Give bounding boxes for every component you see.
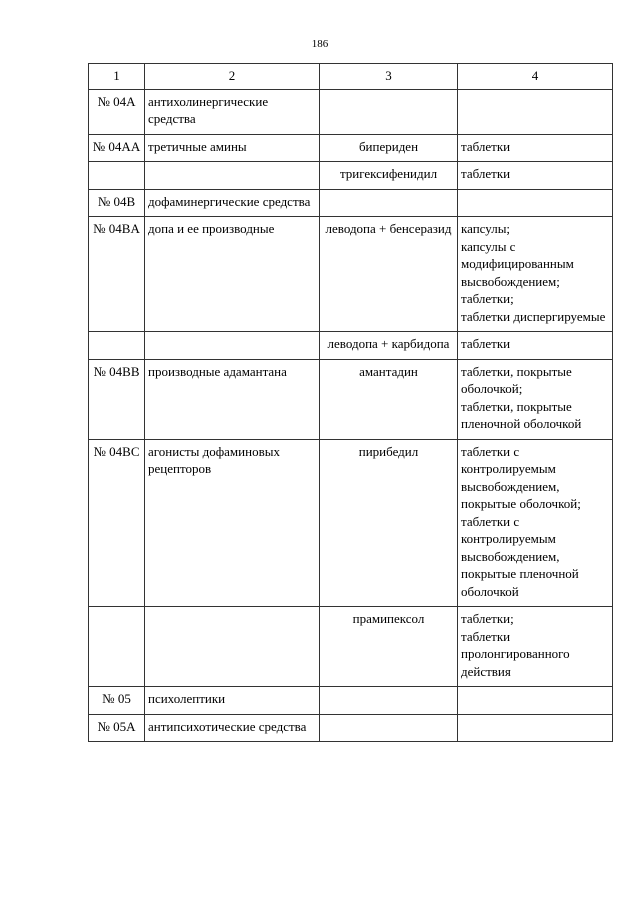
drug-name-cell: леводопа + бенсеразид	[320, 217, 458, 332]
dosage-form-line: капсулы;	[461, 221, 511, 236]
header-row	[89, 64, 613, 90]
dosage-form-line: капсулы с модифицированным высвобождением;	[461, 238, 574, 289]
dosage-form-cell	[458, 439, 613, 607]
table-body	[89, 89, 613, 742]
header-col-4: 4	[458, 64, 613, 90]
dosage-form-cell	[458, 162, 613, 190]
header-col-3: 3	[320, 64, 458, 90]
atc-group-cell	[145, 162, 320, 190]
atc-code-cell	[89, 332, 145, 360]
drug-name-cell	[320, 714, 458, 742]
atc-group-cell: дофаминергические средства	[145, 189, 320, 217]
table-row	[89, 359, 613, 439]
dosage-form-cell	[458, 687, 613, 715]
table-row	[89, 439, 613, 607]
drug-table	[88, 63, 613, 742]
table-row	[89, 332, 613, 360]
table-row	[89, 714, 613, 742]
drug-name-cell: тригексифенидил	[320, 162, 458, 190]
dosage-form-cell	[458, 607, 613, 687]
drug-name-cell: прамипексол	[320, 607, 458, 687]
atc-group-cell: психолептики	[145, 687, 320, 715]
table-row	[89, 217, 613, 332]
atc-code-cell	[89, 162, 145, 190]
drug-name-cell: леводопа + карбидопа	[320, 332, 458, 360]
atc-group-cell: антихолинергические средства	[145, 89, 320, 134]
dosage-form-cell	[458, 359, 613, 439]
table-row	[89, 162, 613, 190]
table-row	[89, 687, 613, 715]
header-col-2: 2	[145, 64, 320, 90]
drug-name-cell	[320, 687, 458, 715]
header-col-1: 1	[89, 64, 145, 90]
dosage-form-line: таблетки, покрытые оболочкой;	[461, 363, 572, 396]
atc-group-cell	[145, 332, 320, 360]
dosage-form-line: таблетки с контролируемым высвобождением, покрытые оболочкой;	[461, 443, 581, 511]
drug-name-cell: бипериден	[320, 134, 458, 162]
atc-group-cell: агонисты дофаминовых рецепторов	[145, 439, 320, 607]
dosage-form-line: таблетки	[461, 138, 511, 154]
dosage-form-cell	[458, 714, 613, 742]
dosage-form-cell	[458, 217, 613, 332]
atc-code-cell: № 04AA	[89, 134, 145, 162]
atc-code-cell: № 04BC	[89, 439, 145, 607]
atc-group-cell: допа и ее производные	[145, 217, 320, 332]
atc-code-cell: № 05	[89, 687, 145, 715]
atc-group-cell: производные адамантана	[145, 359, 320, 439]
dosage-form-line: таблетки	[461, 336, 511, 351]
atc-group-cell	[145, 607, 320, 687]
drug-name-cell	[320, 89, 458, 134]
table-row	[89, 189, 613, 217]
table-row	[89, 89, 613, 134]
dosage-form-line: таблетки с контролируемым высвобождением, покрытые пленочной оболочкой	[461, 513, 579, 599]
dosage-form-cell	[458, 332, 613, 360]
dosage-form-line: таблетки пролонгированного действия	[461, 628, 570, 679]
page-number: 186	[311, 38, 329, 50]
drug-name-cell	[320, 189, 458, 217]
dosage-form-cell	[458, 89, 613, 134]
dosage-form-line: таблетки диспергируемые	[461, 308, 606, 324]
drug-name-cell: пирибедил	[320, 439, 458, 607]
atc-code-cell	[89, 607, 145, 687]
dosage-form-line: таблетки;	[461, 291, 514, 306]
atc-code-cell: № 04B	[89, 189, 145, 217]
atc-code-cell: № 04A	[89, 89, 145, 134]
atc-code-cell: № 05A	[89, 714, 145, 742]
atc-code-cell: № 04BB	[89, 359, 145, 439]
atc-group-cell: третичные амины	[145, 134, 320, 162]
dosage-form-line: таблетки, покрытые пленочной оболочкой	[461, 398, 582, 431]
dosage-form-cell	[458, 134, 613, 162]
dosage-form-cell	[458, 189, 613, 217]
table-row	[89, 607, 613, 687]
atc-group-cell: антипсихотические средства	[145, 714, 320, 742]
drug-name-cell: амантадин	[320, 359, 458, 439]
table-row	[89, 134, 613, 162]
dosage-form-line: таблетки	[461, 166, 511, 181]
atc-code-cell: № 04BA	[89, 217, 145, 332]
dosage-form-line: таблетки;	[461, 611, 514, 626]
